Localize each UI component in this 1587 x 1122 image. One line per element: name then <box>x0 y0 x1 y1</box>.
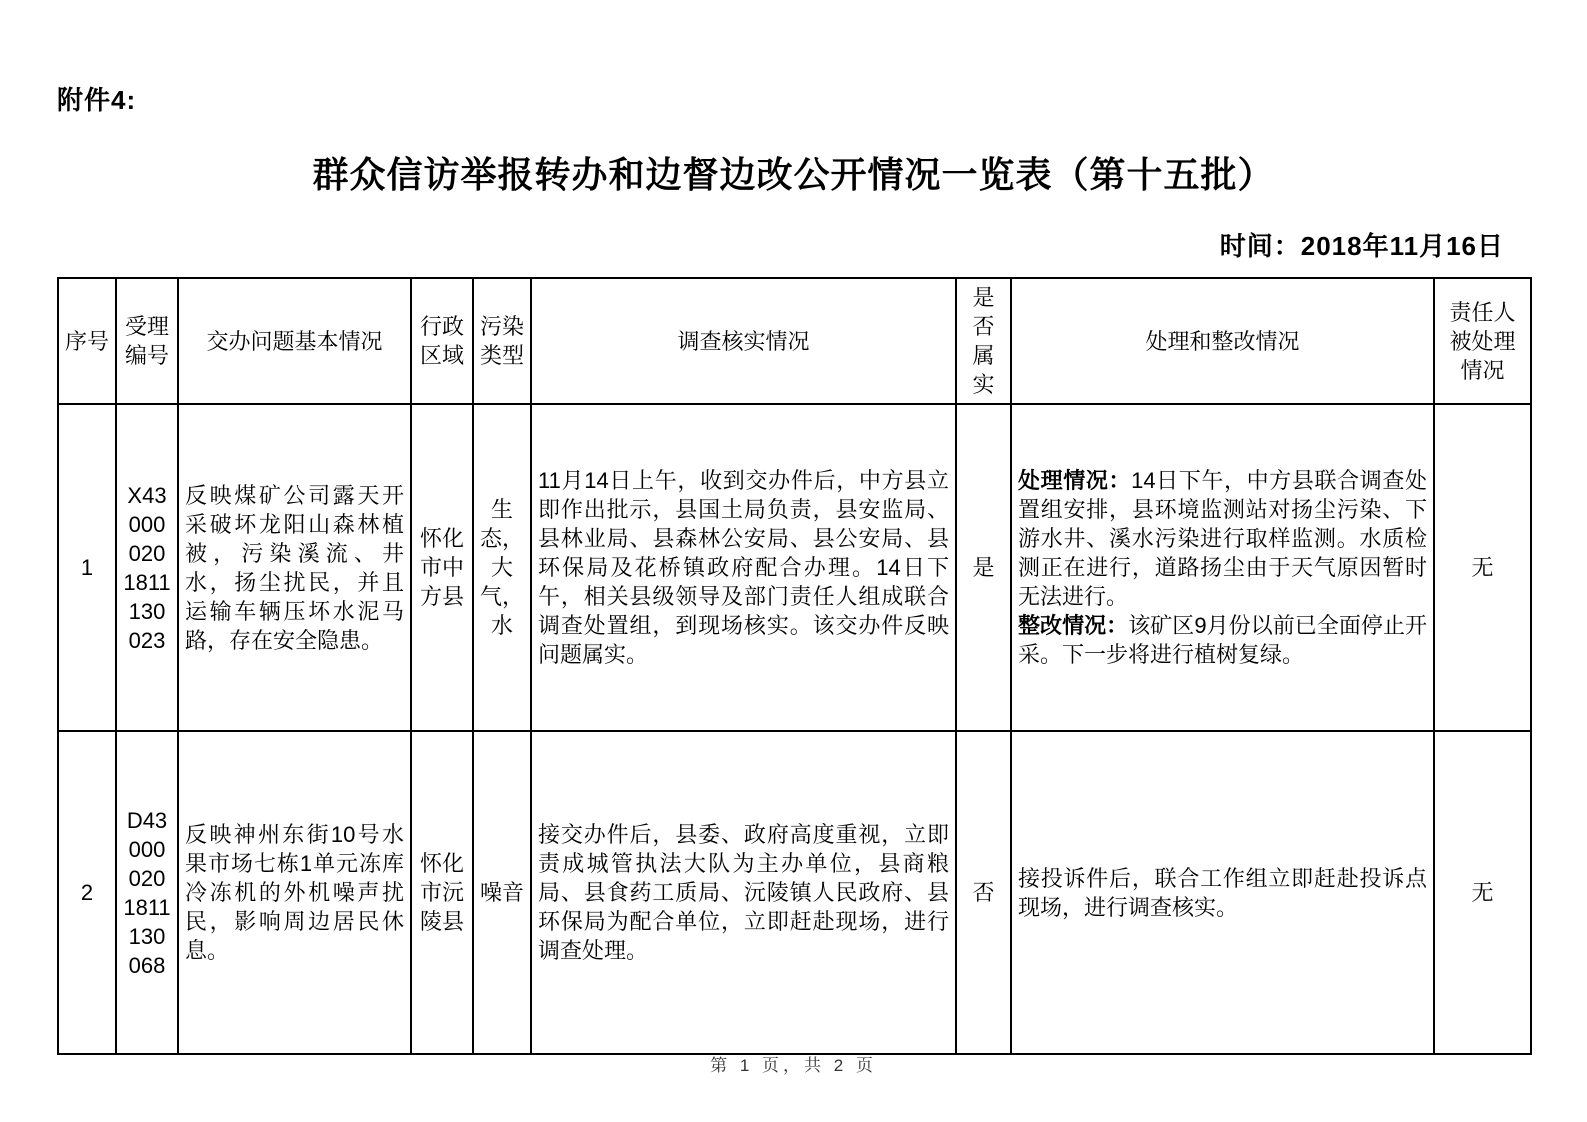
cell-problem: 反映煤矿公司露天开采破坏龙阳山森林植被，污染溪流、井水，扬尘扰民，并且运输车辆压坏水泥马路，存在安全隐患。 <box>178 404 411 731</box>
cell-verified: 否 <box>956 731 1011 1054</box>
cell-case-no: X430000201811130023 <box>116 404 178 731</box>
page-number: 第 1 页，共 2 页 <box>710 1056 877 1075</box>
cell-accountability: 无 <box>1434 404 1531 731</box>
handling-status-text: 接投诉件后，联合工作组立即赶赴投诉点现场，进行调查核实。 <box>1018 865 1427 920</box>
cell-verified: 是 <box>956 404 1011 731</box>
cell-seq: 1 <box>58 404 116 731</box>
col-header-verified: 是否属实 <box>956 278 1011 404</box>
cell-region: 怀化市沅陵县 <box>411 731 473 1054</box>
page-title: 群众信访举报转办和边督边改公开情况一览表（第十五批） <box>312 154 1275 195</box>
date-label: 时间：2018年11月16日 <box>1219 231 1504 261</box>
handling-paragraph <box>1018 864 1427 922</box>
handling-status-text: 14日下午，中方县联合调查处置组安排，县环境监测站对扬尘污染、下游水井、溪水污染进行取样监测。水质检测正在进行，道路扬尘由于天气原因暂时无法进行。 <box>1018 468 1427 609</box>
cell-investigation: 11月14日上午，收到交办件后，中方县立即作出批示，县国土局负责，县安监局、县林业局、县森林公安局、县公安局、县环保局及花桥镇政府配合办理。14日下午，相关县级领导及部门责任人组成联合调查处置组，到现场核实。该交办件反映问题属实。 <box>531 404 956 731</box>
col-header-problem: 交办问题基本情况 <box>178 278 411 404</box>
col-header-region: 行政区域 <box>411 278 473 404</box>
col-header-handling: 处理和整改情况 <box>1011 278 1434 404</box>
col-header-seq: 序号 <box>58 278 116 404</box>
cell-case-no: D430000201811130068 <box>116 731 178 1054</box>
table-row-1 <box>58 404 1531 731</box>
table-row-2 <box>58 731 1531 1054</box>
cell-handling <box>1011 731 1434 1054</box>
cell-handling <box>1011 404 1434 731</box>
cell-seq: 2 <box>58 731 116 1054</box>
rectification-status-text: 该矿区9月份以前已全面停止开采。下一步将进行植树复绿。 <box>1018 613 1427 667</box>
header-row <box>58 278 1531 404</box>
cell-investigation: 接交办件后，县委、政府高度重视，立即责成城管执法大队为主办单位，县商粮局、县食药工质局、沅陵镇人民政府、县环保局为配合单位，立即赶赴现场，进行调查处理。 <box>531 731 956 1054</box>
cell-region: 怀化市中方县 <box>411 404 473 731</box>
cell-pollution-type: 噪音 <box>473 731 531 1054</box>
attachment-label: 附件4: <box>57 85 137 115</box>
report-table <box>57 277 1532 1055</box>
col-header-accountability: 责任人被处理情况 <box>1434 278 1531 404</box>
cell-problem: 反映神州东街10号水果市场七栋1单元冻库冷冻机的外机噪声扰民，影响周边居民休息。 <box>178 731 411 1054</box>
cell-accountability: 无 <box>1434 731 1531 1054</box>
handling-paragraph <box>1018 466 1427 611</box>
col-header-pollution-type: 污染类型 <box>473 278 531 404</box>
rectification-paragraph <box>1018 611 1427 669</box>
rectification-status-label: 整改情况： <box>1018 613 1129 638</box>
cell-pollution-type: 生态，大气，水 <box>473 404 531 731</box>
handling-status-label: 处理情况： <box>1018 468 1132 493</box>
col-header-case-no: 受理编号 <box>116 278 178 404</box>
col-header-investigation: 调查核实情况 <box>531 278 956 404</box>
